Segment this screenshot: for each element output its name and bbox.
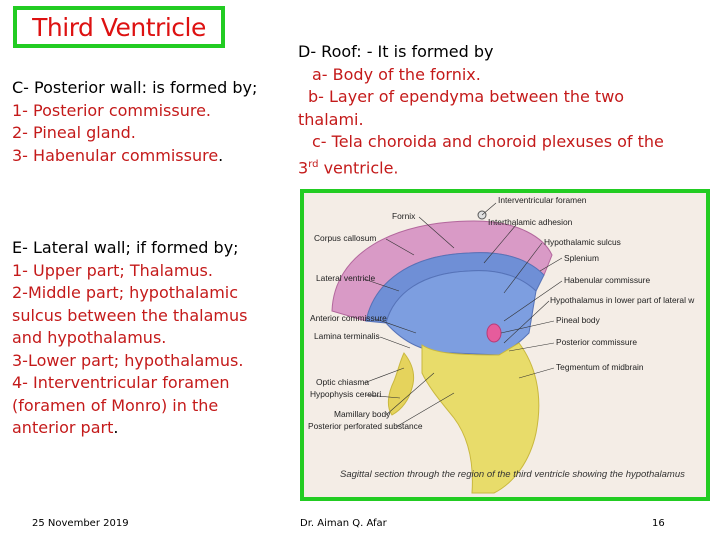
label-anterior-commissure: Anterior commissure xyxy=(310,313,387,323)
pineal-body-shape xyxy=(487,324,501,342)
roof-heading-line xyxy=(298,41,703,64)
posterior-wall-heading-line xyxy=(12,77,282,100)
label-splenium: Splenium xyxy=(564,253,599,263)
roof-item-c-number: 3 xyxy=(298,157,309,177)
label-lamina-terminalis: Lamina terminalis xyxy=(314,331,380,341)
footer-date: 25 November 2019 xyxy=(32,518,129,529)
roof-section xyxy=(298,41,703,179)
label-fornix: Fornix xyxy=(392,211,416,221)
brain-sagittal-figure xyxy=(300,189,710,501)
label-posterior-perforated: Posterior perforated substance xyxy=(308,421,423,431)
label-tegmentum: Tegmentum of midbrain xyxy=(556,362,644,372)
lateral-wall-intro: if formed by; xyxy=(130,238,239,257)
lateral-wall-item: 2-Middle part; hypothalamic xyxy=(12,283,239,302)
lateral-wall-item: 3-Lower part; hypothalamus. xyxy=(12,350,244,370)
label-optic-chiasma: Optic chiasma xyxy=(316,377,370,387)
roof-item-c-end: ventricle. xyxy=(318,157,399,177)
brain-diagram xyxy=(304,193,706,497)
footer-page-number: 16 xyxy=(652,518,665,529)
lateral-wall-item: 4- Interventricular foramen xyxy=(12,373,230,392)
roof-heading: D- Roof: xyxy=(298,42,362,61)
label-interthalamic-adhesion: Interthalamic adhesion xyxy=(488,217,573,227)
lateral-wall-item: 1- Upper part; Thalamus. xyxy=(12,260,213,280)
roof-item-c-line xyxy=(298,154,703,180)
roof-item-c-sup: rd xyxy=(308,158,319,170)
lateral-wall-item: (foramen of Monro) in the xyxy=(12,395,219,415)
label-hypophysis-cerebri: Hypophysis cerebri xyxy=(310,389,382,399)
roof-item-b: b- Layer of ependyma between the two xyxy=(308,87,625,106)
lateral-wall-item-line xyxy=(12,417,274,440)
roof-intro: - It is formed by xyxy=(361,42,494,61)
lateral-wall-item: and hypothalamus. xyxy=(12,328,167,347)
lateral-wall-heading: E- Lateral wall; xyxy=(12,238,131,257)
posterior-wall-item: 3- Habenular commissure xyxy=(12,145,219,165)
label-interventricular-foramen: Interventricular foramen xyxy=(498,195,587,205)
label-habenular-commissure: Habenular commissure xyxy=(564,275,651,285)
posterior-wall-heading: C- Posterior wall: xyxy=(12,78,147,97)
slide-title: Third Ventricle xyxy=(32,12,206,42)
lateral-wall-item: anterior part xyxy=(12,418,114,437)
roof-item-c: c- Tela choroida and choroid plexuses of the xyxy=(312,132,664,151)
posterior-wall-item: 1- Posterior commissure. xyxy=(12,100,212,120)
label-pineal-body: Pineal body xyxy=(556,315,600,325)
lateral-wall-heading-line xyxy=(12,237,274,260)
figure-caption: Sagittal section through the region of the third ventricle showing the hypothalamus xyxy=(340,469,685,480)
posterior-wall-intro: is formed by; xyxy=(147,78,258,97)
label-lateral-ventricle: Lateral ventricle xyxy=(316,273,376,283)
posterior-wall-period: . xyxy=(218,145,224,165)
posterior-wall-section xyxy=(12,77,282,167)
roof-item-a: a- Body of the fornix. xyxy=(312,64,481,84)
label-mamillary-body: Mamillary body xyxy=(334,409,391,419)
lateral-wall-section xyxy=(12,237,274,440)
roof-item-b-cont: thalami. xyxy=(298,109,364,129)
label-posterior-commissure: Posterior commissure xyxy=(556,337,637,347)
label-hypothalamus-lateral: Hypothalamus in lower part of lateral w xyxy=(550,295,695,305)
posterior-wall-item: 2- Pineal gland. xyxy=(12,123,136,142)
label-hypothalamic-sulcus: Hypothalamic sulcus xyxy=(544,237,621,247)
footer-author: Dr. Aiman Q. Afar xyxy=(300,518,387,529)
lateral-wall-period: . xyxy=(113,418,119,437)
label-corpus-callosum: Corpus callosum xyxy=(314,233,377,243)
posterior-wall-item-line xyxy=(12,145,282,168)
lateral-wall-item: sulcus between the thalamus xyxy=(12,305,248,325)
title-box xyxy=(13,6,225,48)
